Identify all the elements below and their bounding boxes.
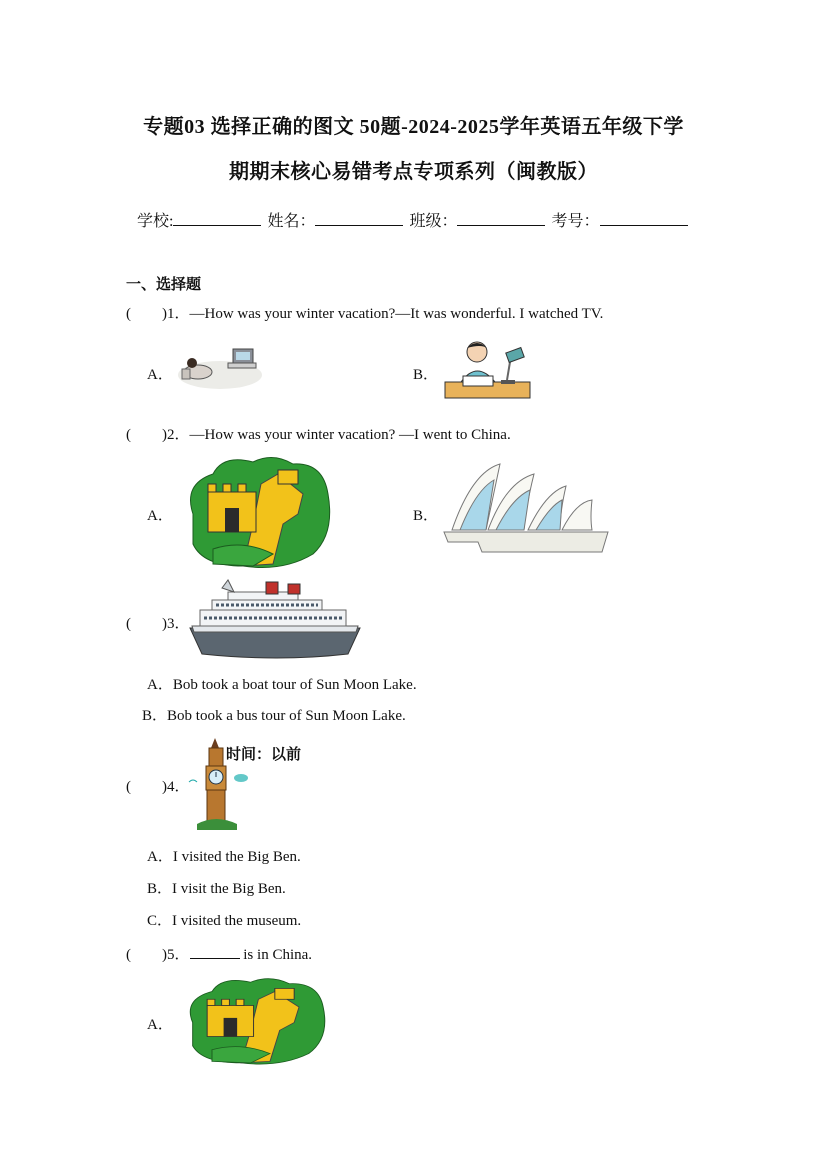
question-number: 5． <box>167 947 190 963</box>
q5-option-a-label[interactable]: A． <box>147 1017 173 1033</box>
section-title: 一、选择题 <box>126 277 202 293</box>
name-label: 姓名： <box>267 213 316 230</box>
question-number: 2． <box>167 427 190 443</box>
q3-option-b[interactable]: B．Bob took a bus tour of Sun Moon Lake. <box>142 708 406 724</box>
answer-parenthesis[interactable]: ( <box>126 616 131 632</box>
question-number: 3． <box>167 616 190 632</box>
question-5: ( )5． is in China. <box>126 947 313 963</box>
big-ben-clock-tower-image <box>189 738 251 830</box>
question-text: —How was your winter vacation? —I went to China. <box>189 427 511 443</box>
student-info-line <box>137 208 690 231</box>
question-number: 4． <box>167 779 190 795</box>
question-4: ( )4． <box>126 779 190 795</box>
exam-number-label: 考号： <box>551 213 600 230</box>
great-wall-image <box>183 454 333 570</box>
time-caption: 时间：以前 <box>226 745 302 763</box>
q2-option-b-label[interactable]: B． <box>413 508 439 524</box>
exam-number-blank[interactable] <box>600 211 688 226</box>
q3-option-a[interactable]: A．Bob took a boat tour of Sun Moon Lake. <box>147 677 417 693</box>
class-blank[interactable] <box>457 211 545 226</box>
document-title-line-2: 期期末核心易错考点专项系列（闽教版） <box>229 161 598 183</box>
question-1: ( )1．—How was your winter vacation?—It was wonderful. I watched TV. <box>126 306 604 322</box>
question-3: ( )3． <box>126 616 190 632</box>
question-2: ( )2．—How was your winter vacation? —I went to China. <box>126 427 511 443</box>
q4-option-a[interactable]: A．I visited the Big Ben. <box>147 849 301 865</box>
question-text: is in China. <box>243 947 313 963</box>
answer-parenthesis[interactable]: ( <box>126 306 131 322</box>
school-blank[interactable] <box>173 211 261 226</box>
answer-parenthesis[interactable]: ( <box>126 947 131 963</box>
person-watching-tv-image <box>178 345 263 390</box>
answer-parenthesis[interactable]: ( <box>126 427 131 443</box>
boy-studying-at-desk-image <box>445 336 530 402</box>
question-text: —How was your winter vacation?—It was wonderful. I watched TV. <box>189 306 604 322</box>
class-label: 班级： <box>409 213 458 230</box>
cruise-ship-image <box>188 580 364 662</box>
answer-parenthesis[interactable]: ( <box>126 779 131 795</box>
fill-in-blank[interactable] <box>190 946 240 959</box>
school-label: 学校: <box>137 213 174 230</box>
q4-option-b[interactable]: B．I visit the Big Ben. <box>147 881 286 897</box>
q2-option-a-label[interactable]: A． <box>147 508 173 524</box>
q4-option-c[interactable]: C．I visited the museum. <box>147 913 302 929</box>
q1-option-b-label[interactable]: B． <box>413 367 439 383</box>
great-wall-image <box>183 976 328 1066</box>
q1-option-a-label[interactable]: A． <box>147 367 173 383</box>
sydney-opera-house-image <box>442 462 610 554</box>
document-title-line-1: 专题03 选择正确的图文 50题-2024-2025学年英语五年级下学 <box>143 116 684 138</box>
question-number: 1． <box>167 306 190 322</box>
name-blank[interactable] <box>315 211 403 226</box>
